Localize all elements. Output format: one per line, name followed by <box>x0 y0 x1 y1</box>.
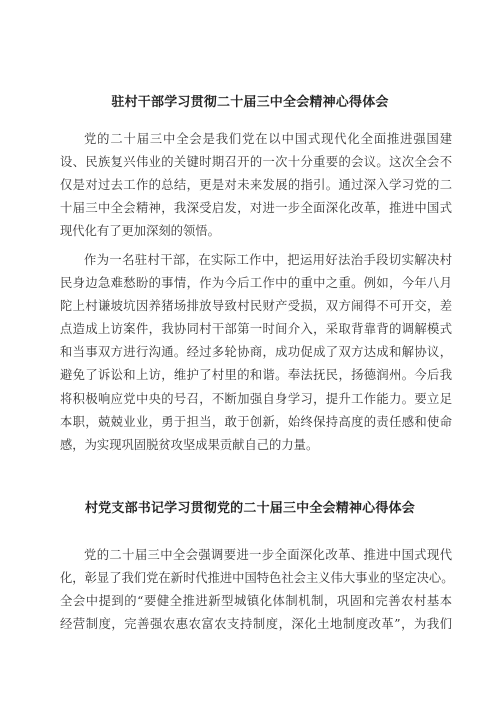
text-line: 十届三中全会精神，我深受启发，对进一步全面深化改革，推进中国式 <box>60 201 452 216</box>
text-line: 民身边急难愁盼的事情，作为今后工作中的重中之重。例如，今年八月 <box>60 276 452 291</box>
section-2-paragraph-1 <box>60 544 452 636</box>
text-line: 党的二十届三中全会强调要进一步全面深化改革、推进中国式现代 <box>84 548 452 562</box>
section-2-title: 村党支部书记学习贯彻党的二十届三中全会精神心得体会 <box>84 501 415 516</box>
section-1-title: 驻村干部学习贯彻二十届三中全会精神心得体会 <box>111 95 389 110</box>
text-line: 经营制度，完善强农惠农富农支持制度，深化土地制度改革”，为我们 <box>60 617 452 632</box>
text-line: 感，为实现巩固脱贫攻坚成果贡献自己的力量。 <box>60 437 319 452</box>
section-1-paragraph-2 <box>60 249 452 457</box>
text-line: 避免了诉讼和上访，维护了村里的和谐。奉法抚民，扬德润州。今后我 <box>60 368 452 383</box>
text-line: 全会中提到的“要健全推进新型城镇化体制机制，巩固和完善农村基本 <box>60 594 452 609</box>
text-line: 仅是对过去工作的总结，更是对未来发展的指引。通过深入学习党的二 <box>60 178 452 193</box>
text-line: 点造成上访案件，我协同村干部第一时间介入，采取背靠背的调解模式 <box>60 322 452 337</box>
text-line: 将积极响应党中央的号召，不断加强自身学习，提升工作能力。要立足 <box>60 391 452 406</box>
text-line: 本职，兢兢业业，勇于担当，敢于创新，始终保持高度的责任感和使命 <box>60 414 452 429</box>
text-line: 设、民族复兴伟业的关键时期召开的一次十分重要的会议。这次全会不 <box>60 155 452 170</box>
text-line: 党的二十届三中全会是我们党在以中国式现代化全面推进强国建 <box>84 132 452 146</box>
text-line: 化，彰显了我们党在新时代推进中国特色社会主义伟大事业的坚定决心。 <box>60 571 454 586</box>
text-line: 陀上村谦坡坑因养猪场排放导致村民财产受损，双方闹得不可开交，差 <box>60 299 452 314</box>
text-line: 作为一名驻村干部，在实际工作中，把运用好法治手段切实解决村 <box>84 253 452 267</box>
text-line: 现代化有了更加深刻的领悟。 <box>60 224 220 239</box>
section-1-paragraph-1 <box>60 128 452 243</box>
text-line: 和当事双方进行沟通。经过多轮协商，成功促成了双方达成和解协议， <box>60 345 452 360</box>
